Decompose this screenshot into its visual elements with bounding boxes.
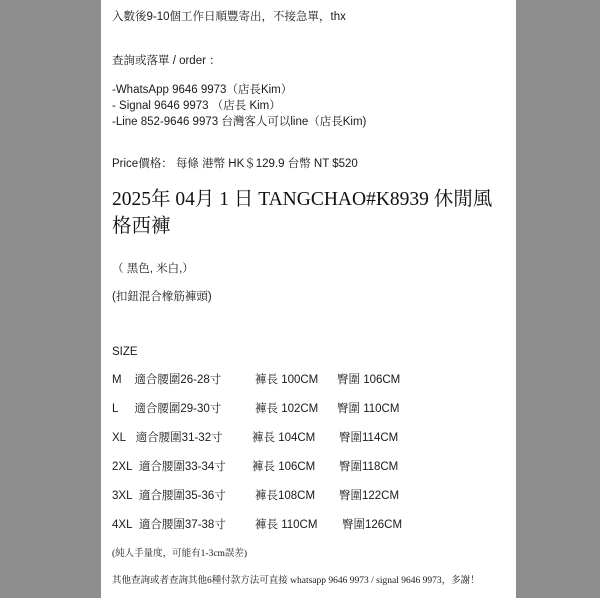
length-value: 褲長 100CM (255, 374, 319, 386)
hip-value: 臀圍 110CM (337, 403, 400, 415)
hip-value: 臀圍 106CM (337, 374, 401, 386)
hip-value: 臀圍118CM (339, 461, 399, 473)
hip-value: 臀圍114CM (339, 432, 399, 444)
price-text: Price價格： 每條 港幣 HK＄129.9 台幣 NT $520 (112, 158, 358, 170)
size-label: XL 適合腰圍31-32寸 (112, 432, 223, 444)
footer-note: 其他查詢或者查詢其他6種付款方法可直接 whatsapp 9646 9973 / signal 9646 9973，多謝！ (112, 576, 480, 586)
waist-range: 適合腰圍29-30寸 (134, 403, 222, 415)
product-description-panel (101, 0, 516, 598)
waist-range: 適合腰圍26-28寸 (134, 374, 222, 386)
size-label: 3XL 適合腰圍35-36寸 (112, 490, 226, 502)
waist-range: 適合腰圍35-36寸 (138, 490, 226, 502)
hip-value: 臀圍122CM (339, 490, 400, 502)
measurement-note: (純人手量度，可能有1-3cm誤差) (112, 549, 248, 559)
size-label: L 適合腰圍29-30寸 (112, 403, 222, 415)
waist-range: 適合腰圍33-34寸 (138, 461, 226, 473)
length-value: 褲長 104CM (252, 432, 316, 444)
length-value: 褲長108CM (255, 490, 316, 502)
contact-whatsapp: -WhatsApp 9646 9973（店長Kim） (112, 84, 293, 96)
product-title: 2025年 04月 1 日 TANGCHAO#K8939 休閒風格西褲 (112, 189, 493, 237)
size-label: 4XL 適合腰圍37-38寸 (112, 519, 226, 531)
size-label: M 適合腰圍26-28寸 (112, 374, 222, 386)
waistband-note: (扣鈕混合橡筋褲頭) (112, 291, 212, 303)
contact-signal: - Signal 9646 9973 （店長 Kim） (112, 100, 281, 112)
length-value: 褲長 102CM (255, 403, 319, 415)
size-label: 2XL 適合腰圍33-34寸 (112, 461, 226, 473)
hip-value: 臀圍126CM (342, 519, 403, 531)
waist-range: 適合腰圍37-38寸 (138, 519, 226, 531)
shipping-notice: 入數後9-10個工作日順豐寄出，不接急單，thx (112, 11, 346, 23)
waist-range: 適合腰圍31-32寸 (135, 432, 223, 444)
length-value: 褲長 106CM (252, 461, 316, 473)
length-value: 褲長 110CM (255, 519, 318, 531)
size-heading: SIZE (112, 346, 138, 358)
contact-line: -Line 852-9646 9973 台灣客人可以line（店長Kim) (112, 116, 367, 128)
color-options: （ 黑色, 米白,） (112, 263, 194, 275)
contact-heading: 查詢或落單 / order ： (112, 55, 221, 67)
